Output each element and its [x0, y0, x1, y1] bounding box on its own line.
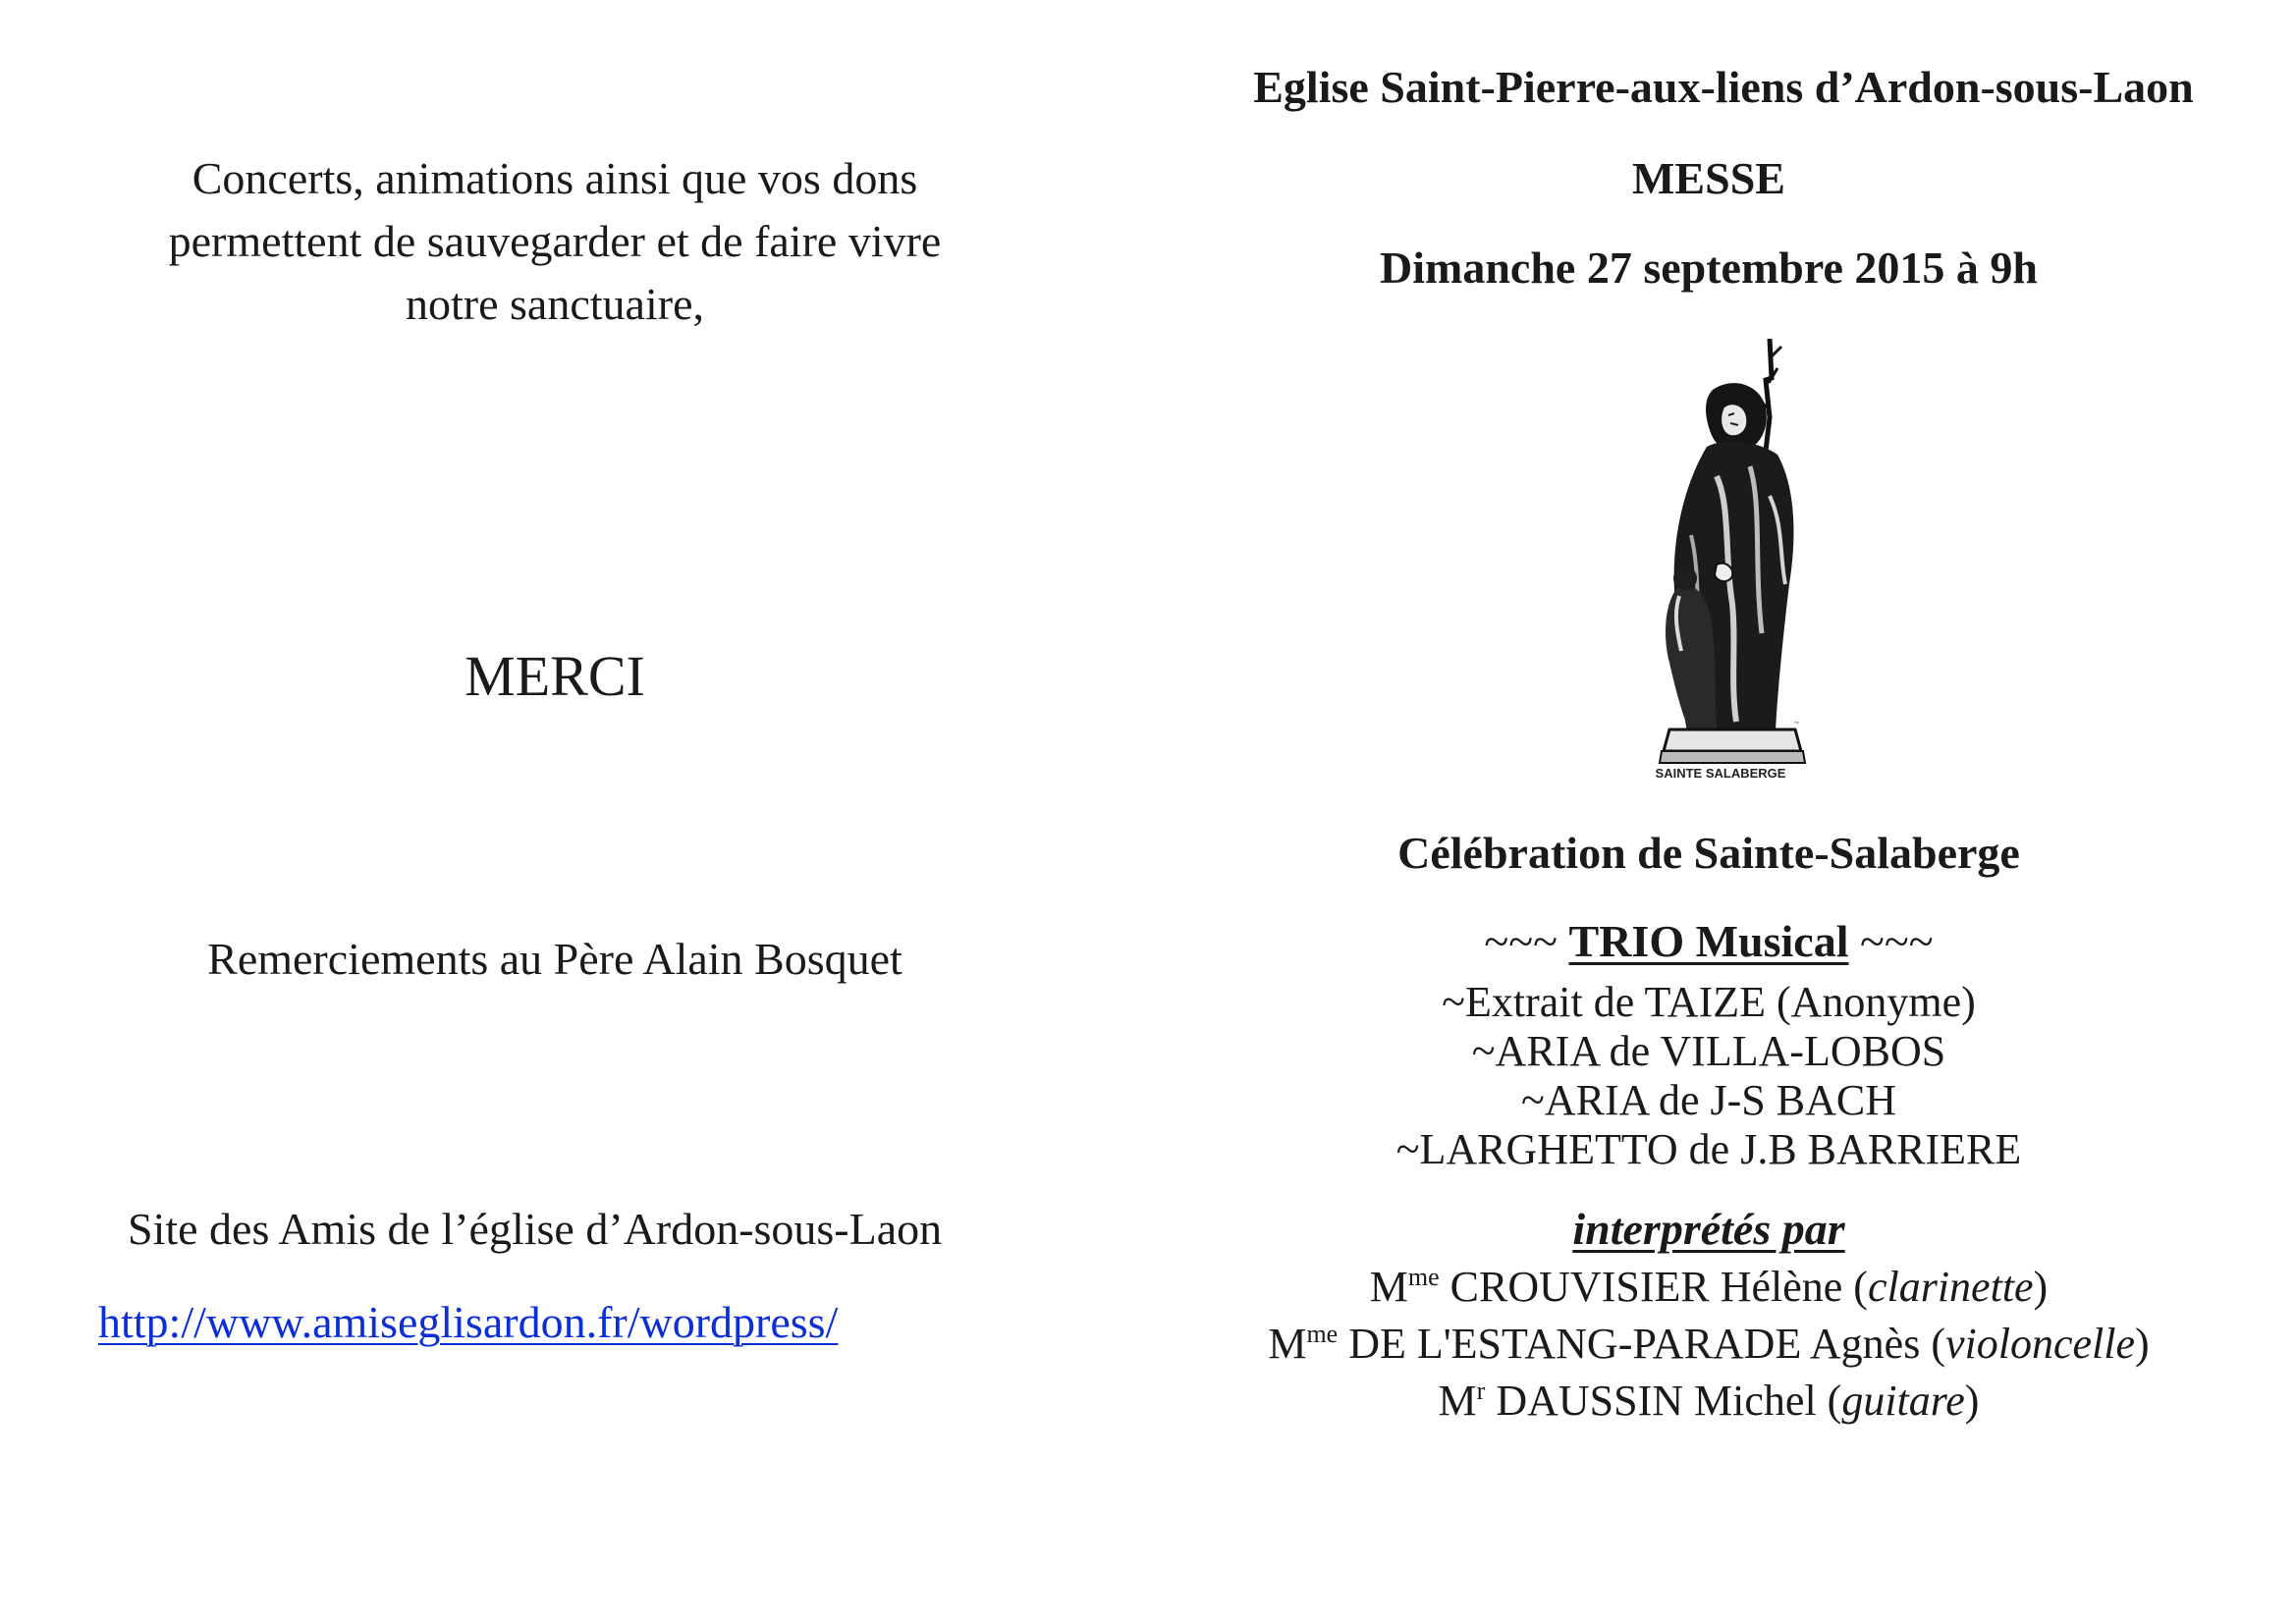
intro-line: notre sanctuaire, [406, 279, 704, 329]
performer: $M^{me}$ CROUVISIER Hélène (clarinette) [1369, 1263, 2049, 1311]
merci-heading: MERCI [465, 644, 645, 708]
right-panel [1129, 0, 2288, 1622]
programme-item: ~ARIA de J-S BACH [1521, 1076, 1896, 1124]
programme-list [1129, 978, 2288, 1174]
intro-line: Concerts, animations ainsi que vos dons [191, 153, 918, 203]
saint-statue-illustration [1622, 339, 1819, 781]
website-link[interactable]: http://www.amiseglisardon.fr/wordpress/ [98, 1297, 839, 1347]
celebration-title: Célébration de Sainte-Salaberge [1397, 828, 2020, 878]
statue-signature: ~ [1794, 718, 1799, 728]
performer-title: M [1369, 1263, 1408, 1311]
performer-name: DE L'ESTANG-PARADE Agnès [1338, 1320, 1932, 1368]
site-label: Site des Amis de l’église d’Ardon-sous-Laon [128, 1204, 943, 1254]
programme-item: ~LARGHETTO de J.B BARRIERE [1395, 1125, 2022, 1173]
trio-prefix: ~~~ [1484, 916, 1569, 966]
performer-instrument: guitare [1841, 1377, 1965, 1425]
trio-title: TRIO Musical [1568, 916, 1849, 966]
performer-instrument: clarinette [1867, 1263, 2034, 1311]
performer-name: DAUSSIN Michel [1485, 1377, 1828, 1425]
church-name: Eglise Saint-Pierre-aux-liens d’Ardon-sous-Laon [1253, 62, 2194, 112]
performer-title: M [1268, 1320, 1307, 1368]
intro-line: permettent de sauvegarder et de faire vivre [168, 216, 942, 266]
performers-list [1129, 1259, 2288, 1430]
left-panel [0, 0, 1110, 1622]
performer-title-sup: me [1306, 1320, 1339, 1348]
intro-text [0, 147, 1110, 336]
performer-title: M [1438, 1377, 1477, 1425]
programme-item: ~Extrait de TAIZE (Anonyme) [1442, 978, 1976, 1026]
event-title: MESSE [1632, 153, 1785, 203]
trio-heading [1129, 915, 2288, 967]
statue-caption: SAINTE SALABERGE [1655, 766, 1786, 781]
event-date: Dimanche 27 septembre 2015 à 9h [1380, 243, 2038, 293]
performer: $M^{me}$ DE L'ESTANG-PARADE Agnès (violoncelle) [1268, 1320, 2150, 1368]
performer-name: CROUVISIER Hélène [1439, 1263, 1854, 1311]
performer: $M^r$ DAUSSIN Michel (guitare) [1438, 1377, 1980, 1425]
trio-suffix: ~~~ [1848, 916, 1934, 966]
programme-item: ~ARIA de VILLA-LOBOS [1471, 1027, 1946, 1075]
performer-instrument: violoncelle [1945, 1320, 2136, 1368]
performed-by-heading: interprétés par [1572, 1204, 1845, 1254]
performer-title-sup: r [1476, 1377, 1486, 1405]
performer-title-sup: me [1407, 1263, 1440, 1291]
thanks-text: Remerciements au Père Alain Bosquet [207, 934, 902, 984]
